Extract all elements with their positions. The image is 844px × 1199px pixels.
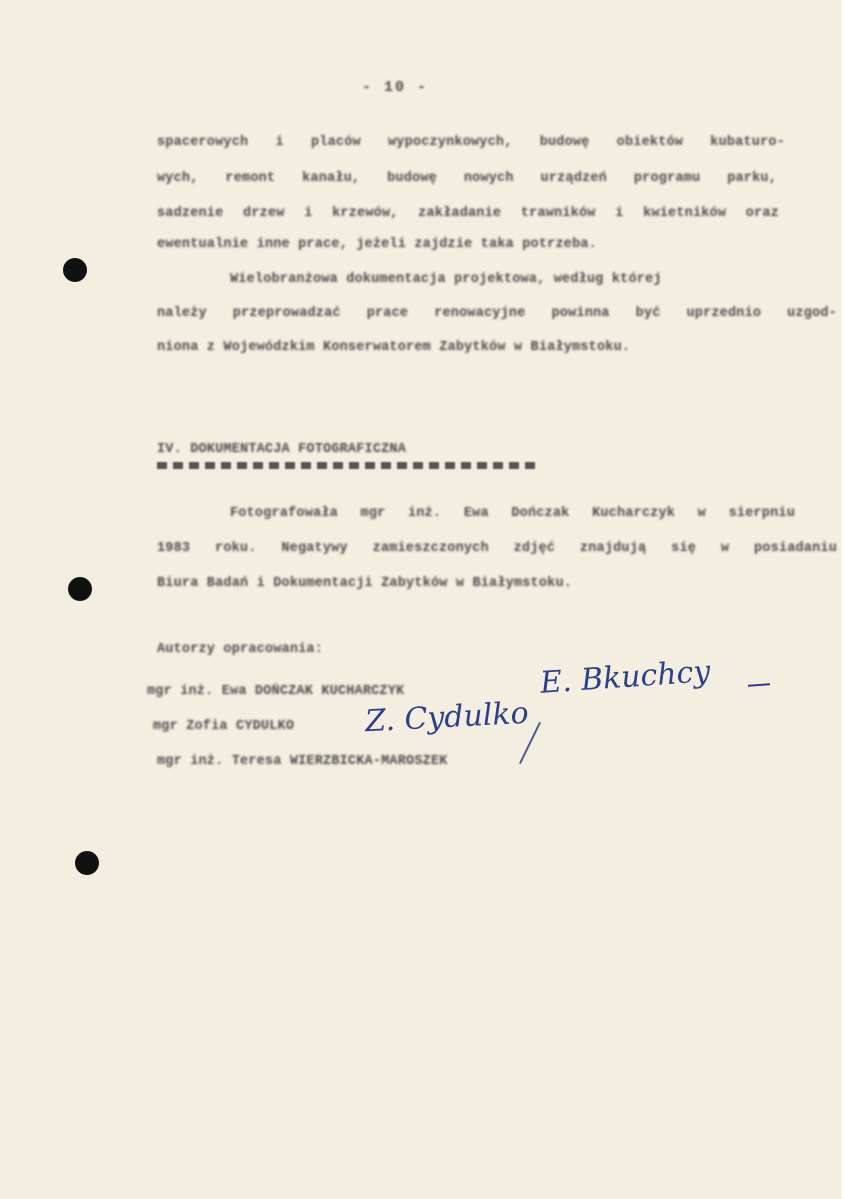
punch-hole-icon: [75, 851, 99, 875]
heading-underline: [157, 462, 537, 469]
paragraph-1-line-4: ewentualnie inne prace, jeżeli zajdzie taka potrzeba.: [157, 237, 597, 252]
paragraph-2-line-2: należy przeprowadzać prace renowacyjne powinna być uprzednio uzgod-: [157, 306, 837, 321]
signature-dash: [748, 683, 770, 687]
punch-hole-icon: [63, 258, 87, 282]
author-3: mgr inż. Teresa WIERZBICKA-MAROSZEK: [157, 754, 448, 769]
section-heading: IV. DOKUMENTACJA FOTOGRAFICZNA: [157, 442, 407, 457]
paragraph-3-line-3: Biura Badań i Dokumentacji Zabytków w Białymstoku.: [157, 576, 573, 591]
paragraph-3-line-2: 1983 roku. Negatywy zamieszczonych zdjęć znajdują się w posiadaniu: [157, 541, 837, 556]
signature-author-2: Z. Cydulko: [364, 695, 530, 740]
paragraph-1-line-1: spacerowych i placów wypoczynkowych, budowę obiektów kubaturo-: [157, 135, 785, 150]
paragraph-1-line-3: sadzenie drzew i krzewów, zakładanie trawników i kwietników oraz: [157, 206, 779, 221]
paragraph-1-line-2: wych, remont kanału, budowę nowych urządzeń programu parku,: [157, 171, 777, 186]
page-number: - 10 -: [362, 79, 429, 96]
paragraph-2-line-1: Wielobranżowa dokumentacja projektowa, według której: [230, 272, 662, 287]
signature-author-1: E. Bkuchcy: [538, 654, 712, 701]
paragraph-3-line-1: Fotografowała mgr inż. Ewa Dończak Kucharczyk w sierpniu: [230, 506, 795, 521]
punch-hole-icon: [68, 577, 92, 601]
author-1: mgr inż. Ewa DOŃCZAK KUCHARCZYK: [147, 684, 405, 699]
paragraph-2-line-3: niona z Wojewódzkim Konserwatorem Zabytków w Białymstoku.: [157, 340, 631, 355]
author-2: mgr Zofia CYDULKO: [153, 719, 295, 734]
authors-label: Autorzy opracowania:: [157, 642, 324, 657]
